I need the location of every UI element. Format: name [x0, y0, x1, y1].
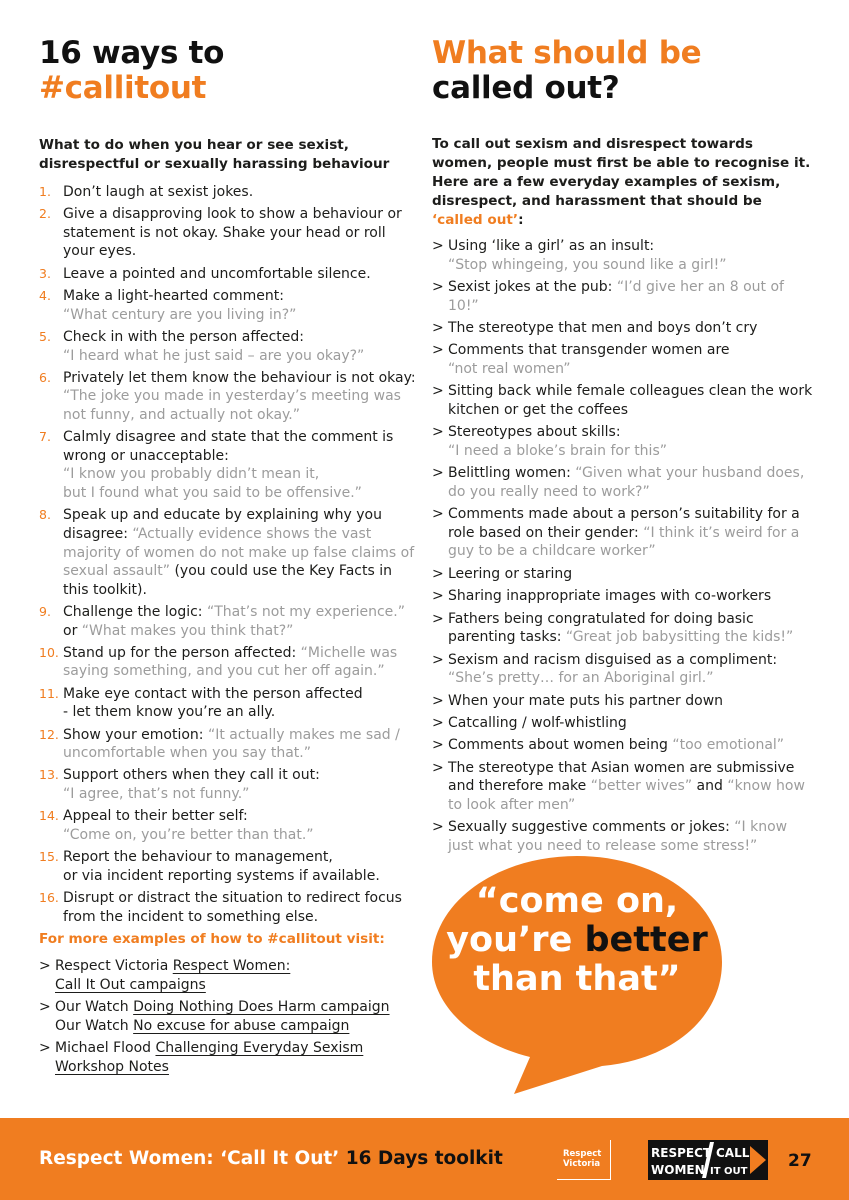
- way-number: 2.: [39, 206, 51, 222]
- example-quote: “too emotional”: [667, 737, 785, 754]
- example-quote: “know how to look after men”: [448, 778, 805, 813]
- item-text: Make eye contact with the person affected: [63, 685, 363, 702]
- right-title: [432, 36, 817, 106]
- left-intro: What to do when you hear or see sexist, disrespectful or sexually harassing behaviour: [39, 137, 390, 172]
- way-number: 15.: [39, 849, 59, 865]
- item-text: Sharing inappropriate images with co-workers: [448, 588, 772, 605]
- logo-women: WOMEN: [651, 1163, 705, 1177]
- item-text: Show your emotion:: [63, 726, 204, 743]
- bubble-line3: than that”: [473, 959, 681, 999]
- left-title-line1: 16 ways to: [39, 35, 225, 71]
- bullet-chevron-icon: >: [432, 278, 444, 295]
- example-quote: “The joke you made in yesterday’s meeting was not funny, and actually not okay.”: [63, 388, 401, 423]
- example-item: [432, 736, 817, 755]
- bubble-line2-emphasis: better: [584, 920, 708, 960]
- item-text: Belittling women:: [448, 465, 571, 482]
- way-number: 3.: [39, 265, 51, 281]
- example-quote: “Stop whingeing, you sound like a girl!”: [448, 256, 727, 273]
- example-item: [432, 382, 817, 419]
- bullet-chevron-icon: >: [39, 999, 51, 1016]
- logo-respect: RESPECT: [651, 1146, 712, 1160]
- bullet-chevron-icon: >: [432, 342, 444, 359]
- resource-organisation: Respect Victoria: [55, 957, 173, 974]
- ways-list: [39, 183, 419, 926]
- example-item: [432, 278, 817, 315]
- way-item: [39, 889, 419, 926]
- bubble-line2: [432, 921, 722, 960]
- resource-link-line: [55, 976, 419, 995]
- right-title-line1: What should be: [432, 35, 702, 71]
- example-item: [432, 319, 817, 338]
- way-item: [39, 183, 419, 202]
- example-quote: “It actually makes me sad / uncomfortable when you say that.”: [63, 726, 400, 762]
- example-quote: “That’s not my experience.”: [202, 603, 405, 620]
- way-item: [39, 848, 419, 885]
- bullet-chevron-icon: >: [432, 692, 444, 709]
- item-text: or via incident reporting systems if available.: [63, 867, 380, 884]
- bubble-line2-start: you’re: [446, 920, 585, 960]
- example-quote: “I know just what you need to release some stress!”: [448, 819, 788, 854]
- right-title-line2: called out?: [432, 70, 620, 106]
- example-quote: “better wives”: [586, 778, 693, 795]
- footer-title-dark: 16 Days toolkit: [345, 1148, 503, 1169]
- item-text: Privately let them know the behaviour is not okay:: [63, 369, 416, 386]
- quote-speech-bubble: [432, 854, 817, 1094]
- way-number: 1.: [39, 184, 51, 199]
- resource-link-line: [55, 1017, 419, 1036]
- way-number: 7.: [39, 429, 51, 445]
- right-intro-end: :: [518, 212, 524, 228]
- way-number: 16.: [39, 890, 59, 906]
- item-text: Calmly disagree and state that the comment is wrong or unacceptable:: [63, 429, 394, 464]
- resource-link-line: [55, 1058, 419, 1077]
- respect-women-call-it-out-logo: [648, 1140, 768, 1180]
- way-item: [39, 428, 419, 502]
- right-intro-text: To call out sexism and disrespect towards women, people must first be able to recognise it. Here are a few everyday examples of sexism, disrespect, and harassment that should be: [432, 136, 811, 209]
- item-text: Disrupt or distract the situation to redirect focus from the incident to something else.: [63, 890, 402, 925]
- bullet-chevron-icon: >: [432, 465, 444, 482]
- item-text: (you could use the Key Facts in this toolkit).: [63, 563, 392, 598]
- resource-link[interactable]: No excuse for abuse campaign: [133, 1017, 350, 1034]
- resource-link-item: [39, 1039, 419, 1076]
- bullet-chevron-icon: >: [432, 651, 444, 668]
- way-item: [39, 369, 419, 425]
- footer-title-light: Respect Women: ‘Call It Out’: [39, 1148, 346, 1169]
- item-text: Catcalling / wolf-whistling: [448, 715, 627, 732]
- resource-link[interactable]: Challenging Everyday Sexism: [155, 1040, 364, 1057]
- item-text: Speak up and educate by explaining why you disagree:: [63, 507, 382, 542]
- right-intro: [432, 135, 817, 230]
- item-text: or: [63, 622, 78, 639]
- example-item: [432, 423, 817, 460]
- right-column: [432, 36, 817, 859]
- way-number: 5.: [39, 328, 51, 344]
- item-text: Sexually suggestive comments or jokes:: [448, 819, 730, 836]
- item-text: Make a light-hearted comment:: [63, 288, 284, 305]
- item-text: Comments that transgender women are: [448, 342, 730, 359]
- example-quote: “What century are you living in?”: [63, 306, 297, 323]
- examples-list: [432, 237, 817, 856]
- example-item: [432, 341, 817, 378]
- way-item: [39, 644, 419, 681]
- resource-link-line: [55, 998, 419, 1017]
- item-text: Fathers being congratulated for doing basic parenting tasks:: [448, 610, 754, 646]
- example-item: [432, 759, 817, 815]
- item-text: Comments made about a person’s suitability for a role based on their gender:: [448, 506, 800, 541]
- example-item: [432, 818, 817, 855]
- resource-link[interactable]: Doing Nothing Does Harm campaign: [133, 999, 390, 1016]
- resource-link[interactable]: Call It Out campaigns: [55, 976, 206, 993]
- way-number: 6.: [39, 369, 51, 385]
- logo-call: CALL: [716, 1146, 750, 1160]
- way-number: 9.: [39, 603, 51, 619]
- example-item: [432, 237, 817, 274]
- example-quote: “I heard what he just said – are you okay?”: [63, 347, 365, 364]
- example-quote: “Come on, you’re better than that.”: [63, 826, 314, 843]
- item-text: Don’t laugh at sexist jokes.: [63, 184, 254, 200]
- item-text: Give a disapproving look to show a behaviour or statement is not okay. Shake your head or roll your eyes.: [63, 206, 402, 260]
- item-text: The stereotype that men and boys don’t cry: [448, 319, 758, 336]
- way-item: [39, 685, 419, 722]
- example-item: [432, 692, 817, 711]
- example-quote: “Great job babysitting the kids!”: [561, 629, 794, 646]
- way-item: [39, 807, 419, 844]
- bullet-chevron-icon: >: [39, 957, 51, 974]
- example-quote: “I need a bloke’s brain for this”: [448, 442, 667, 459]
- logo-it-out: IT OUT: [710, 1166, 748, 1177]
- bullet-chevron-icon: >: [432, 383, 444, 400]
- resource-organisation: Our Watch: [55, 999, 134, 1016]
- respect-victoria-logo-line2: Victoria: [563, 1159, 601, 1169]
- resource-link-line: [55, 1039, 419, 1058]
- way-item: [39, 328, 419, 365]
- example-quote: but I found what you said to be offensive.”: [63, 485, 362, 502]
- bullet-chevron-icon: >: [432, 759, 444, 776]
- way-item: [39, 766, 419, 803]
- example-quote: “What makes you think that?”: [77, 622, 294, 639]
- respect-victoria-logo-line1: Respect: [563, 1149, 602, 1159]
- bullet-chevron-icon: >: [432, 819, 444, 836]
- resource-link[interactable]: Respect Women:: [172, 957, 291, 974]
- resource-link-item: [39, 998, 419, 1035]
- item-text: Sitting back while female colleagues clean the work kitchen or get the coffees: [448, 383, 813, 418]
- way-number: 12.: [39, 726, 59, 742]
- item-text: Sexist jokes at the pub:: [448, 278, 613, 295]
- item-text: The stereotype that Asian women are submissive and therefore make: [448, 759, 795, 795]
- left-column: [39, 36, 419, 1081]
- example-item: [432, 610, 817, 647]
- item-text: Sexism and racism disguised as a compliment:: [448, 651, 778, 668]
- bullet-chevron-icon: >: [432, 610, 444, 627]
- example-quote: “She’s pretty… for an Aboriginal girl.”: [448, 670, 714, 687]
- example-item: [432, 651, 817, 688]
- example-item: [432, 565, 817, 584]
- item-text: Appeal to their better self:: [63, 808, 248, 825]
- example-quote: “I’d give her an 8 out of 10!”: [448, 278, 784, 314]
- bubble-quote-text: [432, 882, 722, 999]
- item-text: Check in with the person affected:: [63, 328, 304, 345]
- left-title-hashtag: #callitout: [39, 70, 207, 106]
- bullet-chevron-icon: >: [432, 424, 444, 441]
- bullet-chevron-icon: >: [432, 588, 444, 605]
- way-item: [39, 506, 419, 599]
- item-text: Stereotypes about skills:: [448, 424, 621, 441]
- example-quote: “Actually evidence shows the vast majority of women do not make up false claims of sexual assault”: [63, 525, 415, 580]
- example-quote: “Michelle was saying something, and you cut her off again.”: [63, 644, 398, 680]
- bullet-chevron-icon: >: [432, 715, 444, 732]
- item-text: When your mate puts his partner down: [448, 692, 724, 709]
- resource-organisation: Michael Flood: [55, 1040, 156, 1057]
- item-text: Leave a pointed and uncomfortable silence.: [63, 265, 371, 282]
- footer-title: [39, 1148, 503, 1169]
- example-quote: “not real women”: [448, 360, 571, 377]
- bullet-chevron-icon: >: [39, 1040, 51, 1057]
- item-text: Using ‘like a girl’ as an insult:: [448, 238, 655, 254]
- way-number: 4.: [39, 288, 51, 304]
- example-quote: “Given what your husband does, do you really need to work?”: [448, 465, 805, 500]
- item-text: and: [692, 778, 723, 795]
- item-text: - let them know you’re an ally.: [63, 704, 276, 721]
- footer-bar: [0, 1118, 849, 1200]
- example-item: [432, 714, 817, 733]
- bubble-line1: “come on,: [475, 881, 679, 921]
- resource-organisation: Our Watch: [55, 1017, 134, 1034]
- example-quote: “I agree, that’s not funny.”: [63, 786, 250, 803]
- resource-links-list: [39, 957, 419, 1077]
- item-text: Leering or staring: [448, 565, 573, 582]
- page-number: 27: [788, 1151, 812, 1171]
- example-item: [432, 505, 817, 561]
- way-number: 8.: [39, 507, 51, 523]
- way-number: 13.: [39, 767, 59, 783]
- bullet-chevron-icon: >: [432, 565, 444, 582]
- bullet-chevron-icon: >: [432, 319, 444, 336]
- left-title: [39, 36, 419, 106]
- resource-link-line: [55, 957, 419, 976]
- item-text: Comments about women being: [448, 737, 668, 754]
- item-text: Support others when they call it out:: [63, 767, 320, 784]
- way-item: [39, 287, 419, 324]
- example-quote: “I think it’s weird for a guy to be a childcare worker”: [448, 524, 800, 560]
- respect-victoria-logo: [557, 1140, 611, 1180]
- bullet-chevron-icon: >: [432, 506, 444, 523]
- way-number: 11.: [39, 685, 59, 701]
- way-item: [39, 205, 419, 261]
- right-intro-highlight: ‘called out’: [432, 212, 519, 228]
- more-examples-heading: For more examples of how to #callitout visit:: [39, 930, 385, 947]
- item-text: Report the behaviour to management,: [63, 849, 333, 866]
- item-text: Challenge the logic:: [63, 603, 203, 620]
- resource-link-item: [39, 957, 419, 994]
- way-item: [39, 603, 419, 640]
- bullet-chevron-icon: >: [432, 737, 444, 754]
- way-number: 14.: [39, 808, 59, 824]
- bullet-chevron-icon: >: [432, 238, 444, 254]
- example-item: [432, 587, 817, 606]
- resource-link[interactable]: Workshop Notes: [55, 1058, 169, 1075]
- way-item: [39, 726, 419, 763]
- way-item: [39, 265, 419, 284]
- item-text: Stand up for the person affected:: [63, 644, 297, 661]
- example-item: [432, 464, 817, 501]
- way-number: 10.: [39, 644, 59, 660]
- example-quote: “I know you probably didn’t mean it,: [63, 466, 320, 483]
